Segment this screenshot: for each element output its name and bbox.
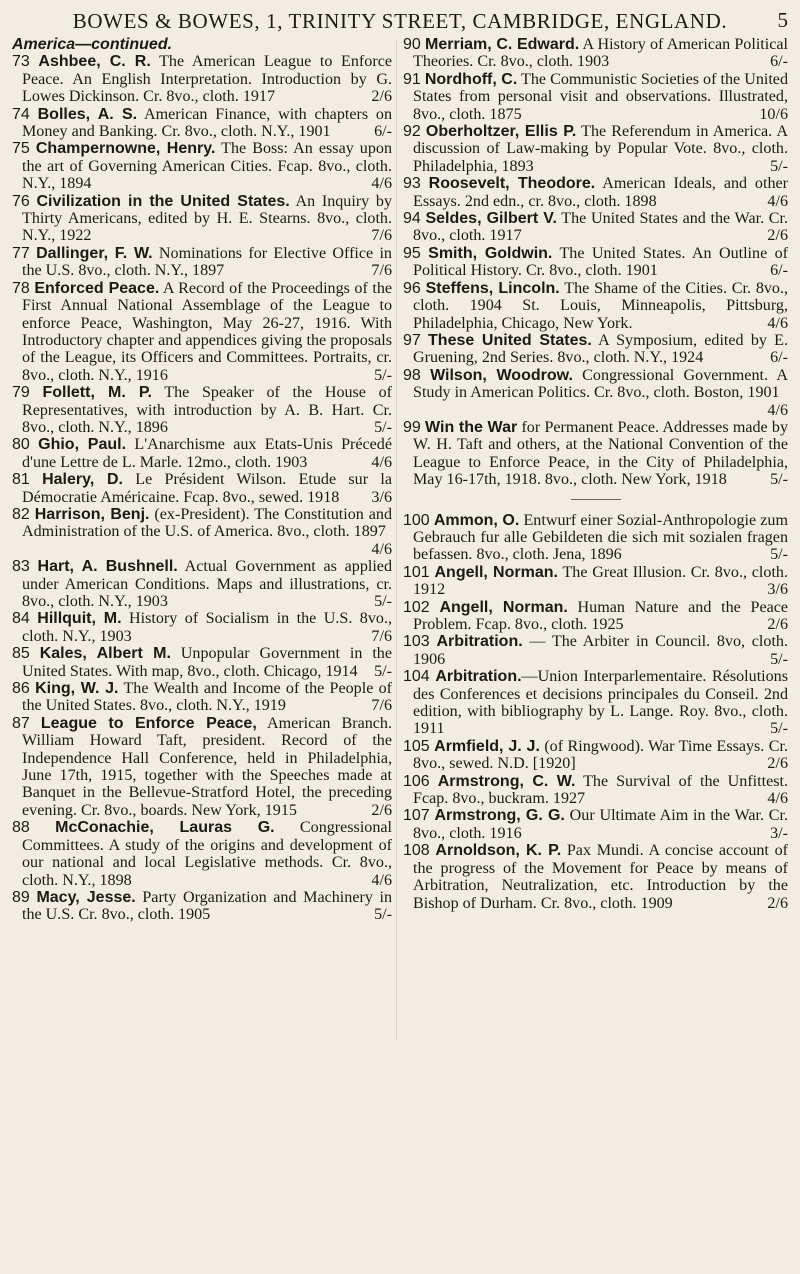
entry-price: 7/6 — [371, 227, 392, 245]
entry-price: 5/- — [770, 546, 788, 564]
entry-description: Nominations for Elective Office in the U.S. 8vo., cloth. N.Y., 1897 — [22, 244, 392, 280]
entry-author: Ammon, O. — [433, 511, 520, 529]
catalogue-list-right-top — [403, 36, 788, 489]
entry-description: (of Ringwood). War Time Essays. Cr. 8vo., sewed. N.D. [1920] — [413, 737, 788, 773]
entry-author: Armstrong, C. W. — [437, 772, 576, 790]
entry-price: 6/- — [374, 123, 392, 141]
entry-number: 96 — [403, 279, 421, 297]
entry-number: 88 — [12, 819, 30, 837]
entry-number: 106 — [403, 772, 430, 790]
entry-description: Our Ultimate Aim in the War. Cr. 8vo., cloth. 1916 — [413, 807, 789, 842]
catalogue-entry — [403, 210, 788, 245]
column-divider — [396, 40, 397, 1040]
entry-author: Arbitration. — [436, 633, 523, 651]
catalogue-entry — [403, 245, 788, 280]
entry-price: 2/6 — [767, 616, 788, 633]
entry-author: Dallinger, F. W. — [36, 244, 153, 262]
entry-number: 104 — [403, 668, 430, 686]
entry-description: Le Président Wilson. Etude sur la Démocratie Américaine. Fcap. 8vo., sewed. 1918 — [22, 471, 392, 506]
entry-description: Actual Government as applied under American Conditions. Maps and illustrations, cr. 8vo., cloth. N.Y., 1903 — [22, 558, 392, 610]
entry-description: American Ideals, and other Essays. 2nd edn., cr. 8vo., cloth. 1898 — [413, 175, 788, 210]
entry-author: Roosevelt, Theodore. — [428, 175, 596, 193]
entry-author: Harrison, Benj. — [34, 505, 150, 523]
catalogue-entry — [403, 564, 788, 599]
entry-description: The Boss: An essay upon the art of Governing American Cities. Fcap. 8vo., cloth. N.Y., 1894 — [22, 140, 392, 193]
catalogue-entry — [403, 668, 788, 738]
catalogue-entry — [12, 140, 392, 192]
entry-price: 10/6 — [759, 105, 788, 123]
entry-number: 108 — [403, 842, 430, 860]
catalogue-entry — [403, 36, 788, 71]
entry-author: Champernowne, Henry. — [35, 140, 216, 158]
catalogue-entry — [12, 715, 392, 819]
entry-number: 83 — [12, 558, 30, 576]
entry-author: Hillquit, M. — [37, 610, 122, 628]
entry-description: Pax Mundi. A concise account of the progress of the Movement for Peace by means of Arbitration, Neutralization, etc. Introduction by the Bishop of Durham. Cr. 8vo., cloth. 1909 — [413, 842, 788, 912]
entry-author: McConachie, Lauras G. — [55, 819, 275, 837]
entry-number: 97 — [403, 331, 421, 349]
entry-description: Congressional Committees. A study of the origins and development of our national and local Legislative methods. Cr. 8vo., cloth. N.Y., 1898 — [22, 819, 392, 889]
entry-description: Congressional Government. A Study in American Politics. Cr. 8vo., cloth. Boston, 1901 — [413, 366, 788, 402]
entry-author: Wilson, Woodrow. — [430, 366, 573, 384]
entry-price: 4/6 — [371, 175, 392, 193]
catalogue-entry — [403, 123, 788, 175]
entry-price: 5/- — [374, 662, 392, 680]
entry-number: 105 — [403, 737, 430, 755]
entry-price: 4/6 — [371, 453, 392, 471]
entry-price: 5/- — [770, 157, 788, 175]
entry-author: Hart, A. Bushnell. — [37, 558, 178, 576]
entry-description: History of Socialism in the U.S. 8vo., cloth. N.Y., 1903 — [22, 610, 392, 645]
entry-price: 4/6 — [767, 790, 788, 808]
entry-price: 7/6 — [371, 697, 392, 715]
catalogue-entry — [403, 367, 788, 419]
entry-number: 80 — [12, 436, 30, 454]
entry-author: Oberholtzer, Ellis P. — [425, 123, 577, 141]
entry-author: Halery, D. — [42, 471, 123, 489]
entry-price: 6/- — [770, 262, 788, 280]
entry-number: 103 — [403, 633, 430, 651]
catalogue-entry — [12, 193, 392, 245]
entry-price: 4/6 — [371, 540, 392, 558]
entry-number: 81 — [12, 471, 30, 489]
catalogue-entry — [403, 512, 788, 564]
entry-description: The Communistic Societies of the United States from personal visit and observations. Illustrated, 8vo., cloth. 1875 — [413, 70, 789, 123]
catalogue-entry — [403, 332, 788, 367]
entry-author: Kales, Albert M. — [39, 645, 171, 663]
entry-author: Enforced Peace. — [34, 279, 160, 297]
entry-author: Steffens, Lincoln. — [425, 279, 560, 297]
entry-number: 86 — [12, 680, 30, 698]
entry-price: 2/6 — [371, 801, 392, 819]
entry-author: Macy, Jesse. — [36, 888, 136, 906]
entry-author: These United States. — [428, 331, 592, 349]
entry-number: 79 — [12, 384, 30, 402]
entry-number: 77 — [12, 244, 30, 262]
entry-description: Unpopular Government in the United States. With map, 8vo., cloth. Chicago, 1914 — [22, 645, 392, 680]
entry-number: 82 — [12, 505, 30, 523]
catalogue-entry — [12, 245, 392, 280]
entry-description: A Record of the Proceedings of the First Annual National Assemblage of the League to enforce Peace, Washington, May 26-27, 1916. With Introductory chapter and appendices giving the proposals of the League, its Officers and Committees. Portraits, cr. 8vo., cloth. N.Y., 1916 — [22, 279, 393, 384]
catalogue-entry — [12, 436, 392, 471]
catalogue-entry — [403, 175, 788, 210]
entry-number: 85 — [12, 645, 30, 663]
entry-number: 92 — [403, 123, 421, 141]
entry-description: The Survival of the Unfittest. Fcap. 8vo., buckram. 1927 — [413, 772, 788, 808]
entry-description: Human Nature and the Peace Problem. Fcap. 8vo., cloth. 1925 — [413, 598, 789, 633]
catalogue-entry — [403, 738, 788, 773]
entry-description: Entwurf einer Sozial-Anthropologie zum Gebrauch fur alle Gebildeten die sich mit sozialen fragen befassen. 8vo., cloth. Jena, 1896 — [413, 511, 788, 564]
entry-price: 5/- — [374, 418, 392, 436]
entry-price: 6/- — [770, 349, 788, 367]
left-column — [12, 36, 392, 924]
entry-number: 100 — [403, 511, 430, 529]
entry-price: 7/6 — [371, 627, 392, 645]
page-number: 5 — [777, 8, 788, 32]
entry-description: The Wealth and Income of the People of the United States. 8vo., cloth. N.Y., 1919 — [22, 680, 393, 715]
entry-number: 74 — [12, 105, 30, 123]
entry-author: Arnoldson, K. P. — [435, 842, 562, 860]
entry-price: 7/6 — [371, 262, 392, 280]
page-header — [0, 0, 800, 36]
entry-number: 101 — [403, 563, 430, 581]
entry-number: 90 — [403, 36, 421, 53]
entry-author: Win the War — [425, 418, 518, 436]
catalogue-entry — [12, 106, 392, 141]
entry-description: The Referendum in America. A discussion of Law-making by Popular Vote. 8vo., cloth. Philadelphia, 1893 — [413, 123, 788, 175]
entry-price: 4/6 — [767, 401, 788, 419]
entry-description: The United States. An Outline of Political History. Cr. 8vo., cloth. 1901 — [413, 244, 788, 280]
catalogue-entry — [12, 53, 392, 105]
entry-price: 4/6 — [767, 192, 788, 210]
entry-description: The United States and the War. Cr. 8vo., cloth. 1917 — [413, 210, 788, 245]
entry-description: L'Anarchisme aux Etats-Unis Précedé d'une Lettre de L. Marle. 12mo., cloth. 1903 — [22, 436, 392, 471]
catalogue-entry — [12, 280, 392, 384]
entry-price: 5/- — [374, 366, 392, 384]
entry-number: 107 — [403, 807, 430, 825]
catalogue-entry — [403, 419, 788, 489]
entry-number: 84 — [12, 610, 30, 628]
catalogue-entry — [12, 471, 392, 506]
entry-number: 87 — [12, 714, 30, 732]
catalogue-entry — [403, 807, 788, 842]
entry-number: 94 — [403, 210, 421, 228]
catalogue-entry — [12, 645, 392, 680]
entry-description: (ex-President). The Constitution and Administration of the U.S. of America. 8vo., cloth. 1897 — [22, 505, 392, 541]
entry-description: The Speaker of the House of Representatives, with introduction by A. B. Hart. Cr. 8vo., cloth. N.Y., 1896 — [22, 384, 393, 436]
catalogue-entry — [12, 506, 392, 558]
entry-description: for Permanent Peace. Addresses made by W. H. Taft and others, at the National Convention of the League to Enforce Peace, in the City of Philadelphia, May 16-17th, 1918. 8vo., cloth. New York, 1918 — [413, 418, 789, 489]
entry-price: 5/- — [770, 650, 788, 668]
entry-number: 93 — [403, 175, 421, 193]
entry-number: 75 — [12, 140, 30, 158]
entry-description: Party Organization and Machinery in the U.S. Cr. 8vo., cloth. 1905 — [22, 888, 393, 924]
entry-author: League to Enforce Peace, — [40, 714, 257, 732]
entry-description: — The Arbiter in Council. 8vo, cloth. 1906 — [413, 633, 788, 668]
entry-author: Merriam, C. Edward. — [425, 36, 580, 53]
entry-price: 2/6 — [767, 755, 788, 773]
entry-author: Angell, Norman. — [439, 598, 568, 616]
entry-price: 3/- — [770, 824, 788, 842]
entry-author: Nordhoff, C. — [424, 70, 518, 88]
entry-price: 5/- — [374, 593, 392, 610]
entry-number: 102 — [403, 598, 430, 616]
entry-author: Follett, M. P. — [42, 384, 152, 402]
catalogue-entry — [403, 773, 788, 808]
entry-description: —Union Interparlementaire. Résolutions des Conferences et decisions principales du Conseil. 2nd edition, with bibliography by L. Lange. Roy. 8vo., cloth. 1911 — [413, 668, 788, 738]
entry-description: An Inquiry by Thirty Americans, edited by H. E. Stearns. 8vo., cloth. N.Y., 1922 — [22, 192, 392, 245]
catalogue-list-right-bottom — [403, 512, 788, 912]
entry-number: 73 — [12, 53, 30, 71]
catalogue-entry — [403, 599, 788, 634]
catalogue-entry — [12, 680, 392, 715]
section-rule — [571, 499, 621, 500]
entry-number: 99 — [403, 418, 421, 436]
section-label: America—continued. — [12, 36, 173, 53]
catalogue-list-left — [12, 53, 392, 923]
entry-price: 6/- — [770, 53, 788, 71]
entry-number: 91 — [403, 70, 421, 88]
catalogue-entry — [12, 558, 392, 610]
catalogue-entry — [403, 842, 788, 912]
catalogue-entry — [12, 610, 392, 645]
entry-price: 5/- — [770, 720, 788, 738]
right-column — [403, 36, 788, 912]
entry-description: The Shame of the Cities. Cr. 8vo., cloth. 1904 St. Louis, Minneapolis, Pittsburg, Philadelphia, Chicago, New York. — [413, 279, 789, 332]
catalogue-entry — [12, 819, 392, 889]
publisher-address: BOWES & BOWES, 1, TRINITY STREET, CAMBRIDGE, ENGLAND. — [72, 9, 728, 33]
entry-author: Armfield, J. J. — [434, 737, 540, 755]
entry-author: Angell, Norman. — [434, 563, 558, 581]
entry-price: 2/6 — [767, 894, 788, 912]
entry-author: Armstrong, G. G. — [434, 807, 565, 825]
entry-author: Ashbee, C. R. — [38, 53, 151, 71]
entry-price: 3/6 — [767, 581, 788, 599]
catalogue-entry — [12, 889, 392, 924]
entry-price: 4/6 — [767, 314, 788, 332]
entry-author: Arbitration. — [435, 668, 522, 686]
catalogue-entry — [12, 384, 392, 436]
catalogue-entry — [403, 71, 788, 123]
entry-price: 5/- — [374, 906, 392, 924]
entry-author: Seldes, Gilbert V. — [425, 210, 557, 228]
entry-description: A History of American Political Theories. Cr. 8vo., cloth. 1903 — [413, 36, 788, 71]
entry-author: Ghio, Paul. — [38, 436, 127, 454]
entry-number: 78 — [12, 279, 30, 297]
entry-author: Smith, Goldwin. — [428, 244, 553, 262]
entry-price: 5/- — [770, 471, 788, 489]
entry-price: 4/6 — [371, 871, 392, 889]
entry-description: The Great Illusion. Cr. 8vo., cloth. 1912 — [413, 563, 788, 599]
catalogue-entry — [403, 280, 788, 332]
entry-price: 2/6 — [767, 227, 788, 245]
entry-author: King, W. J. — [35, 680, 119, 698]
entry-number: 89 — [12, 888, 30, 906]
entry-price: 3/6 — [371, 488, 392, 506]
entry-number: 76 — [12, 192, 30, 210]
entry-number: 95 — [403, 244, 421, 262]
entry-author: Civilization in the United States. — [36, 192, 290, 210]
entry-price: 2/6 — [371, 88, 392, 106]
entry-number: 98 — [403, 366, 421, 384]
entry-description: A Symposium, edited by E. Gruening, 2nd Series. 8vo., cloth. N.Y., 1924 — [413, 331, 788, 367]
entry-description: American Finance, with chapters on Money and Banking. Cr. 8vo., cloth. N.Y., 1901 — [22, 105, 393, 141]
entry-description: The American League to Enforce Peace. An English Interpretation. Introduction by G. Lowes Dickinson. Cr. 8vo., cloth. 1917 — [22, 53, 392, 106]
entry-author: Bolles, A. S. — [37, 105, 138, 123]
catalogue-entry — [403, 633, 788, 668]
entry-description: American Branch. William Howard Taft, president. Record of the Independence Hall Conference, held in Philadelphia, June 17th, 1915, together with the Speeches made at Banquet in the Bellevue-Stratford Hotel, the preceding evening. Cr. 8vo., boards. New York, 1915 — [22, 714, 392, 819]
